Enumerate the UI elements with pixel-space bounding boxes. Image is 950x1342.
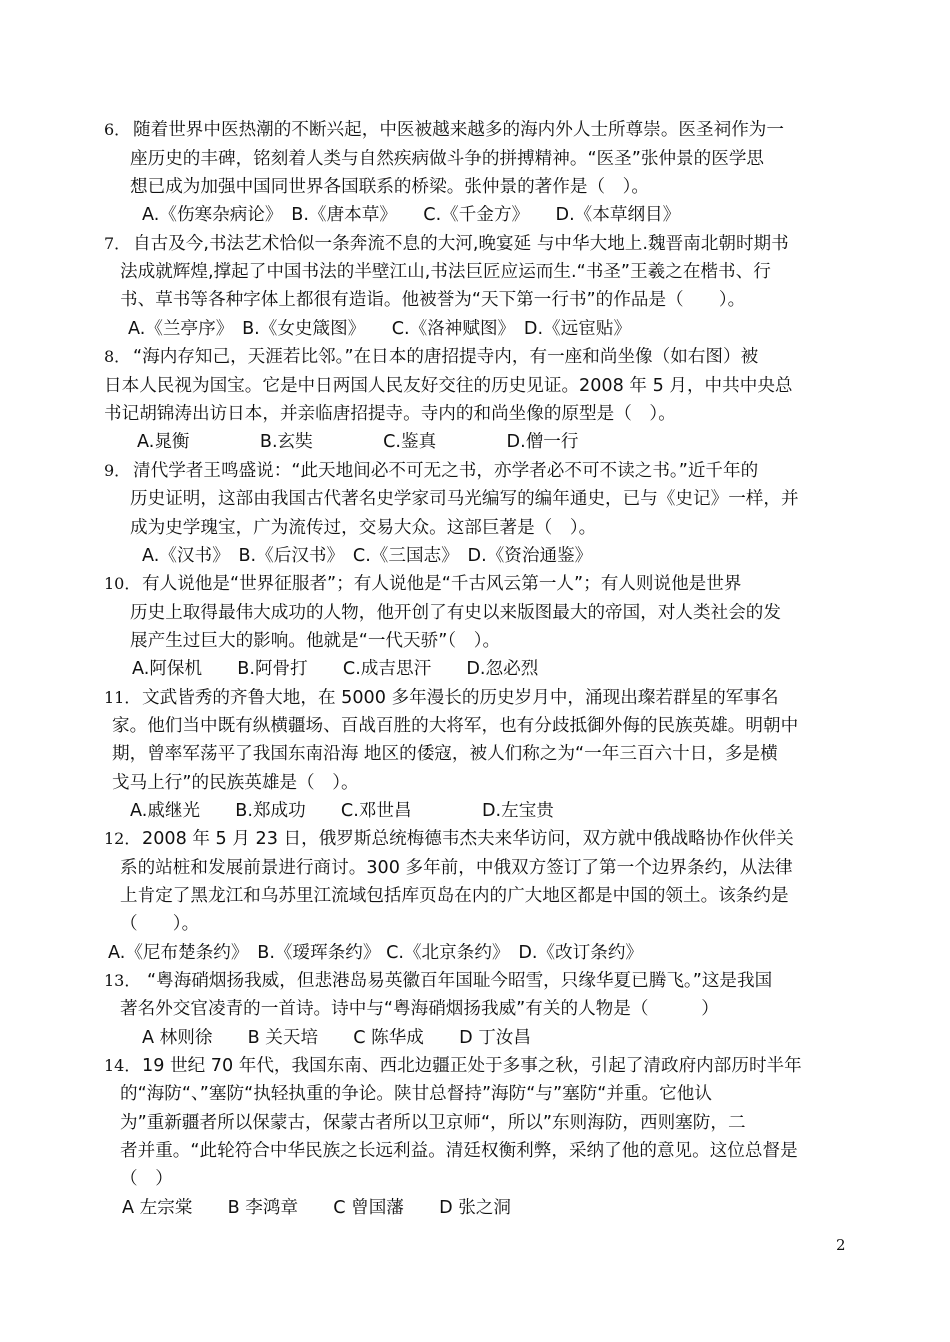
question-6-options: A.《伤寒杂病论》 B.《唐本草》 C.《千金方》 D.《本草纲目》 [142,205,681,225]
question-12-number: 12． [104,829,141,848]
question-7-options: A.《兰亭序》 B.《女史箴图》 C.《洛神赋图》 D.《远宦贴》 [128,319,632,339]
question-14-line-5: （ ） [120,1169,173,1189]
question-12-line-2: 系的站桩和发展前景进行商讨。300 多年前，中俄双方签订了第一个边界条约，从法律 [120,858,793,878]
question-7-line-1: 自古及今,书法艺术恰似一条奔流不息的大河,晚宴延 与中华大地上.魏晋南北朝时期书 [133,234,789,254]
question-11-line-3: 期，曾率军荡平了我国东南沿海 地区的倭寇，被人们称之为“一年三百六十日，多是横 [112,744,778,764]
question-10-line-3: 展产生过巨大的影响。他就是“一代天骄”（ ）。 [130,631,501,651]
question-10-number: 10． [104,574,141,593]
question-8-options: A.晁衡 B.玄奘 C.鉴真 D.僧一行 [137,432,579,452]
question-14-options: A 左宗棠 B 李鸿章 C 曾国藩 D 张之洞 [122,1198,511,1218]
question-6-line-2: 座历史的丰碑，铭刻着人类与自然疾病做斗争的拼搏精神。“医圣”张仲景的医学思 [130,149,765,169]
question-11-number: 11． [104,688,141,707]
question-14-line-3: 为”重新疆者所以保蒙古，保蒙古者所以卫京师“，所以”东则海防，西则塞防，二 [120,1113,746,1133]
page-number: 2 [836,1236,846,1254]
question-12-line-3: 上肯定了黑龙江和乌苏里江流域包括库页岛在内的广大地区都是中国的领土。该条约是 [120,886,789,906]
question-8-line-3: 书记胡锦涛出访日本，并亲临唐招提寺。寺内的和尚坐像的原型是（ ）。 [104,404,676,424]
question-6-line-3: 想已成为加强中国同世界各国联系的桥梁。张仲景的著作是（ ）。 [130,177,650,197]
question-11-options: A.戚继光 B.郑成功 C.邓世昌 D.左宝贵 [130,801,554,821]
question-12-options: A.《尼布楚条约》 B.《瑷珲条约》 C.《北京条约》 D.《改订条约》 [108,943,644,963]
question-13-number: 13． [104,971,141,990]
question-14-number: 14． [104,1056,141,1075]
question-14-line-4: 者并重。“此轮符合中华民族之长远利益。清廷权衡利弊，采纳了他的意见。这位总督是 [120,1141,798,1161]
question-12-line-4: （ ）。 [120,914,200,934]
question-9-line-3: 成为史学瑰宝，广为流传过，交易大众。这部巨著是（ ）。 [130,518,597,538]
question-10-options: A.阿保机 B.阿骨打 C.成吉思汗 D.忽必烈 [132,659,539,679]
question-9-number: 9． [104,461,131,480]
question-8-number: 8． [104,347,131,366]
question-10-line-2: 历史上取得最伟大成功的人物，他开创了有史以来版图最大的帝国，对人类社会的发 [130,603,781,623]
question-6-line-1: 随着世界中医热潮的不断兴起，中医被越来越多的海内外人士所尊崇。医圣祠作为一 [133,120,784,140]
question-8-line-1: “海内存知己，天涯若比邻。”在日本的唐招提寺内，有一座和尚坐像（如右图）被 [133,347,759,367]
question-11-line-4: 戈马上行”的民族英雄是（ ）。 [112,773,359,793]
question-14-line-1: 19 世纪 70 年代，我国东南、西北边疆正处于多事之秋，引起了清政府内部历时半年 [142,1056,802,1076]
question-7-number: 7． [104,234,131,253]
question-6-number: 6． [104,120,131,139]
question-9-options: A.《汉书》 B.《后汉书》 C.《三国志》 D.《资治通鉴》 [142,546,593,566]
question-13-line-2: 著名外交官凌青的一首诗。诗中与“粤海硝烟扬我威”有关的人物是（ ） [120,999,719,1019]
question-13-options: A 林则徐 B 关天培 C 陈华成 D 丁汝昌 [142,1028,531,1048]
question-11-line-1: 文武皆秀的齐鲁大地，在 5000 多年漫长的历史岁月中，涌现出璨若群星的军事名 [142,688,779,708]
question-14-line-2: 的“海防“、”塞防“执轻执重的争论。陕甘总督持”海防“与”塞防“并重。它他认 [120,1084,712,1104]
question-11-line-2: 家。他们当中既有纵横疆场、百战百胜的大将军，也有分歧抵御外侮的民族英雄。明朝中 [112,716,799,736]
question-7-line-3: 书、草书等各种字体上都很有造诣。他被誉为“天下第一行书”的作品是（ ）。 [120,290,746,310]
question-9-line-1: 清代学者王鸣盛说：“此天地间必不可无之书，亦学者必不可不读之书。”近千年的 [133,461,759,481]
question-7-line-2: 法成就辉煌,撑起了中国书法的半壁江山,书法巨匠应运而生.“书圣”王羲之在楷书、行 [120,262,771,282]
question-13-line-1: “粤海硝烟扬我威，但悲港岛易英徽百年国耻今昭雪，只缘华夏已腾飞。”这是我国 [147,971,773,991]
question-12-line-1: 2008 年 5 月 23 日，俄罗斯总统梅德韦杰夫来华访问，双方就中俄战略协作伙伴关 [142,829,794,849]
question-8-line-2: 日本人民视为国宝。它是中日两国人民友好交往的历史见证。2008 年 5 月，中共中央总 [104,376,793,396]
question-9-line-2: 历史证明，这部由我国古代著名史学家司马光编写的编年通史，已与《史记》一样，并 [130,489,799,509]
question-10-line-1: 有人说他是“世界征服者”；有人说他是“千古风云第一人”；有人则说他是世界 [142,574,742,594]
